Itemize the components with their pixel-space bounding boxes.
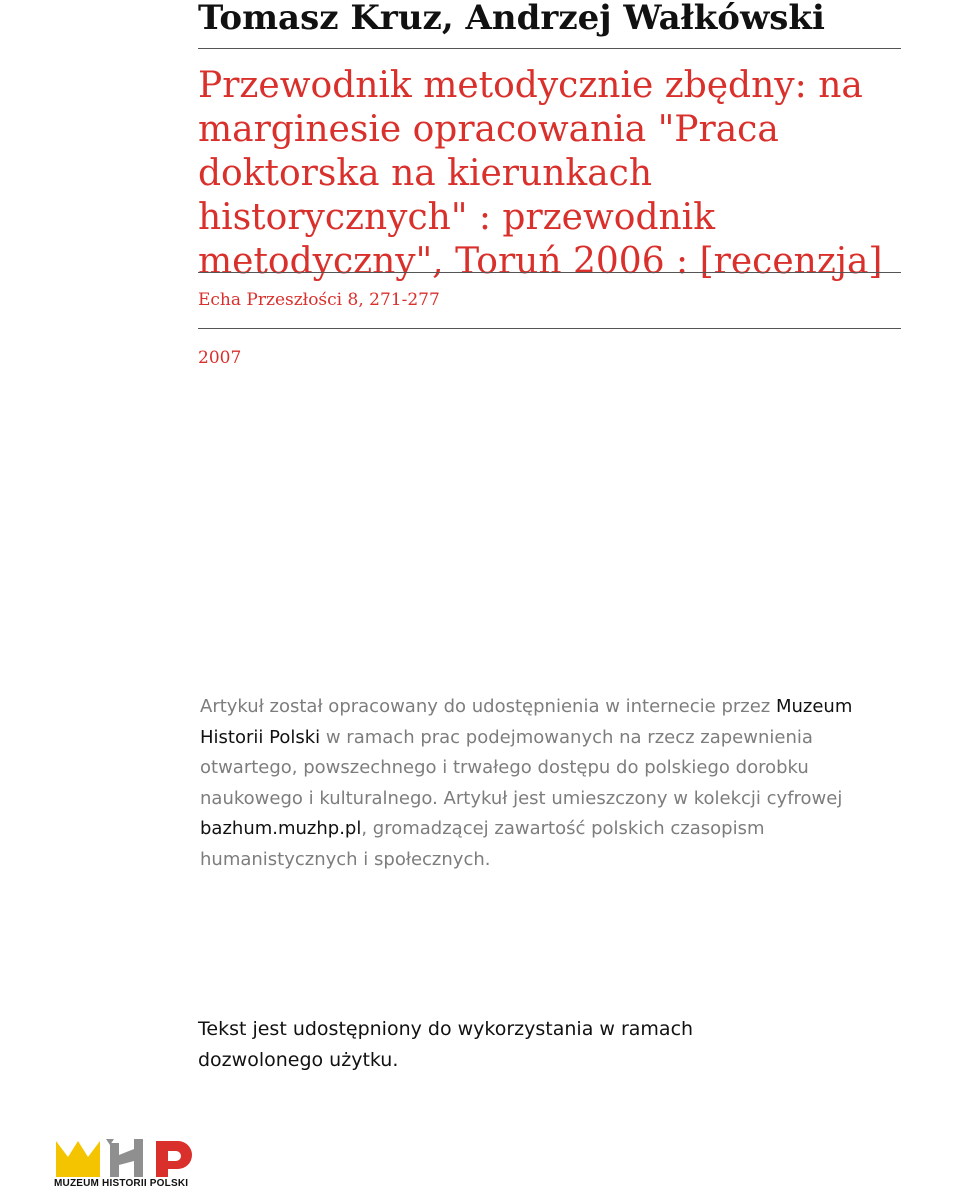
institution-name: Muzeum Historii Polski [200, 696, 853, 748]
authors: Tomasz Kruz, Andrzej Wałkówski [198, 0, 825, 38]
digitization-notice [200, 692, 890, 875]
logo-m-mark [56, 1141, 100, 1177]
notice-text: , gromadzącej zawartość polskich czasopism humanistycznych i społecznych. [200, 818, 765, 870]
journal-source: Echa Przeszłości 8, 271-277 [198, 290, 440, 310]
publication-year: 2007 [198, 348, 242, 368]
notice-text: Artykuł został opracowany do udostępnienia w internecie przez [200, 696, 776, 717]
museum-logo-text: MUZEUM HISTORII POLSKI [54, 1178, 189, 1189]
article-title: Przewodnik metodycznie zbędny: na marginesie opracowania "Praca doktorska na kierunkach historycznych" : przewodnik metodyczny", Toruń 2006 : [recenzja] [198, 65, 883, 282]
collection-link[interactable]: bazhum.muzhp.pl [200, 818, 362, 839]
logo-h-mark [106, 1139, 143, 1177]
logo-p-mark [156, 1141, 192, 1177]
usage-notice: Tekst jest udostępniony do wykorzystania w ramach dozwolonego użytku. [198, 1018, 694, 1071]
notice-text: w ramach prac podejmowanych na rzecz zapewnienia otwartego, powszechnego i trwałego dostępu do polskiego dorobku naukowego i kulturalnego. Artykuł jest umieszczony w kolekcji cyfrowej [200, 726, 843, 809]
divider [198, 272, 901, 273]
divider [198, 48, 901, 49]
divider [198, 328, 901, 329]
